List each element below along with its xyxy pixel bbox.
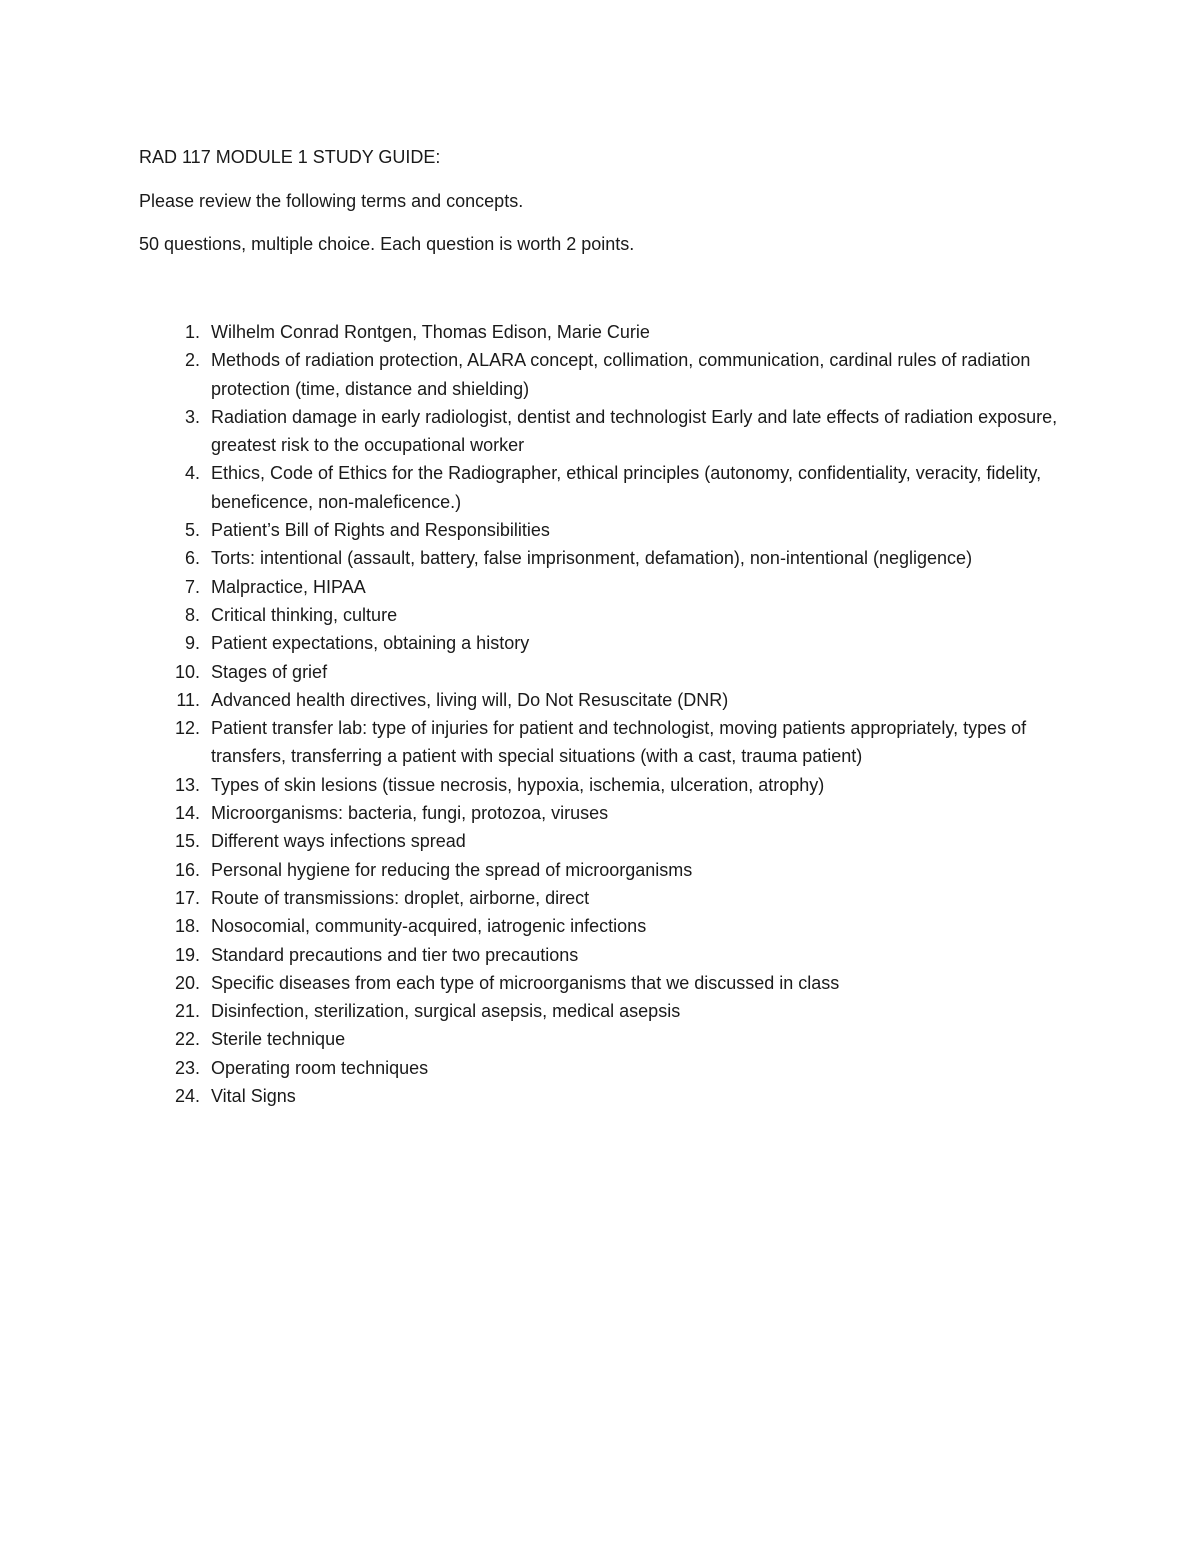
topic-text: Personal hygiene for reducing the spread of microorganisms — [211, 859, 693, 880]
topic-item — [0, 459, 1071, 516]
topic-item — [0, 969, 1071, 997]
topic-text: Radiation damage in early radiologist, dentist and technologist Early and late effects of radiation exposure, greatest risk to the occupational worker — [211, 406, 1058, 456]
topic-item — [0, 912, 1071, 940]
topic-number: 20. — [174, 972, 200, 993]
topic-text: Different ways infections spread — [211, 831, 466, 852]
topic-text: Malpractice, HIPAA — [211, 576, 366, 597]
topic-item — [0, 997, 1071, 1025]
topic-number: 1. — [184, 322, 200, 342]
topic-item — [0, 1082, 1071, 1110]
topic-number: 19. — [174, 944, 200, 965]
topic-item — [0, 686, 1071, 714]
topic-item — [0, 827, 1071, 855]
topic-text: Wilhelm Conrad Rontgen, Thomas Edison, Marie Curie — [211, 322, 650, 342]
topic-text: Types of skin lesions (tissue necrosis, hypoxia, ischemia, ulceration, atrophy) — [211, 774, 825, 795]
topic-item — [0, 714, 1071, 771]
topic-number: 24. — [174, 1086, 200, 1107]
topic-text: Sterile technique — [211, 1029, 346, 1050]
topic-number: 16. — [174, 859, 200, 880]
topic-text: Advanced health directives, living will, Do Not Resuscitate (DNR) — [211, 689, 729, 710]
intro-text: Please review the following terms and concepts. — [139, 191, 524, 211]
topic-item — [0, 346, 1071, 403]
topic-text: Vital Signs — [211, 1086, 296, 1107]
topic-text: Stages of grief — [211, 661, 328, 682]
document-heading: RAD 117 MODULE 1 STUDY GUIDE: — [139, 147, 441, 167]
topic-number: 12. — [174, 718, 200, 739]
topic-number: 10. — [174, 661, 200, 682]
topic-item — [0, 658, 1071, 686]
topic-item — [0, 403, 1071, 460]
topic-number: 4. — [184, 463, 200, 484]
topic-number: 2. — [184, 350, 200, 371]
topic-item — [0, 856, 1071, 884]
topic-text: Critical thinking, culture — [211, 604, 398, 625]
topic-number: 21. — [174, 1001, 200, 1022]
topic-text: Disinfection, sterilization, surgical asepsis, medical asepsis — [211, 1001, 681, 1022]
topic-item — [0, 601, 1071, 629]
topic-text: Route of transmissions: droplet, airborne, direct — [211, 887, 590, 908]
topic-item — [0, 318, 1071, 346]
topic-number: 13. — [174, 774, 200, 795]
topic-number: 18. — [174, 916, 200, 937]
topic-text: Nosocomial, community-acquired, iatrogenic infections — [211, 916, 647, 937]
topic-item — [0, 516, 1071, 544]
topic-item — [0, 771, 1071, 799]
points-note: 50 questions, multiple choice. Each question is worth 2 points. — [139, 234, 635, 254]
topic-number: 9. — [184, 633, 200, 654]
topic-number: 23. — [174, 1057, 200, 1078]
topic-number: 8. — [184, 604, 200, 625]
topic-number: 14. — [174, 803, 200, 824]
topic-list — [0, 318, 1200, 1110]
topic-text: Microorganisms: bacteria, fungi, protozoa, viruses — [211, 803, 609, 824]
topic-text: Torts: intentional (assault, battery, false imprisonment, defamation), non-intentional (negligence) — [211, 548, 973, 569]
topic-item — [0, 941, 1071, 969]
topic-text: Patient’s Bill of Rights and Responsibilities — [211, 520, 550, 541]
topic-number: 17. — [174, 887, 200, 908]
topic-item — [0, 544, 1071, 572]
topic-number: 7. — [184, 576, 200, 597]
topic-number: 3. — [184, 406, 200, 427]
topic-item — [0, 1054, 1071, 1082]
topic-number: 6. — [184, 548, 200, 569]
topic-item — [0, 884, 1071, 912]
topic-number: 22. — [174, 1029, 200, 1050]
topic-text: Patient expectations, obtaining a history — [211, 633, 530, 654]
topic-text: Specific diseases from each type of microorganisms that we discussed in class — [211, 972, 840, 993]
topic-item — [0, 629, 1071, 657]
topic-number: 11. — [176, 689, 200, 710]
topic-text: Patient transfer lab: type of injuries for patient and technologist, moving patients appropriately, types of transfers, transferring a patient with special situations (with a cast, trauma patient) — [211, 718, 1027, 767]
topic-item — [0, 799, 1071, 827]
topic-text: Operating room techniques — [211, 1057, 429, 1078]
topic-text: Methods of radiation protection, ALARA concept, collimation, communication, cardinal rules of radiation protection (time, distance and shielding) — [211, 350, 1031, 399]
topic-number: 5. — [184, 520, 200, 541]
topic-item — [0, 573, 1071, 601]
topic-item — [0, 1025, 1071, 1053]
topic-number: 15. — [174, 831, 200, 852]
topic-text: Standard precautions and tier two precautions — [211, 944, 579, 965]
topic-text: Ethics, Code of Ethics for the Radiographer, ethical principles (autonomy, confidentiality, veracity, fidelity, beneficence, non-maleficence.) — [211, 463, 1042, 512]
